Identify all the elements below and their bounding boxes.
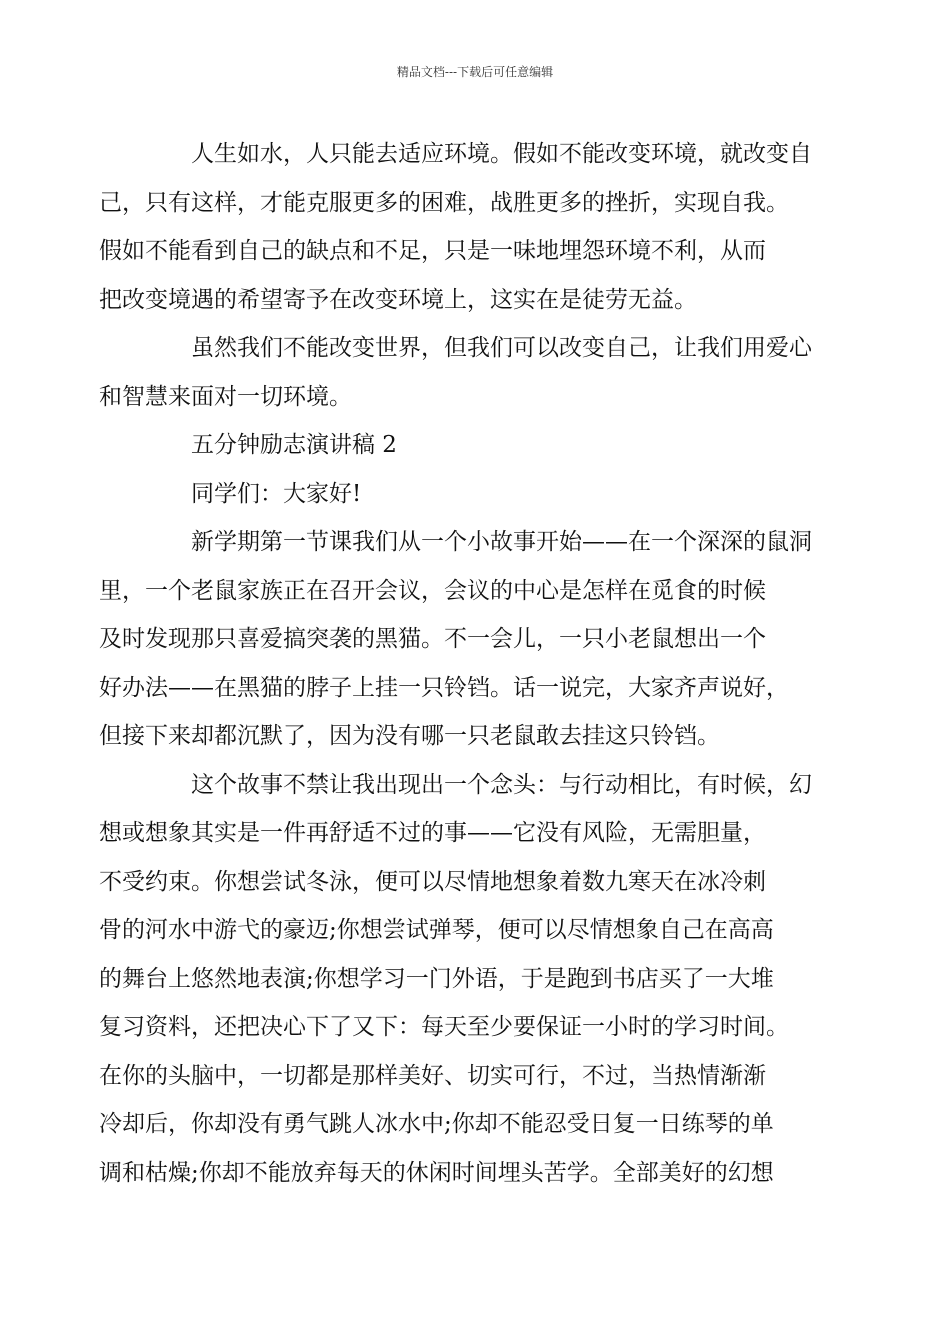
text-line: 新学期第一节课我们从一个小故事开始——在一个深深的鼠洞 [191,529,812,555]
paragraph [99,518,825,761]
text-line: 想或想象其实是一件再舒适不过的事——它没有风险，无需胆量， [99,820,766,846]
text-line: 虽然我们不能改变世界，但我们可以改变自己，让我们用爱心 [191,335,812,361]
text-line: 复习资料，还把决心下了又下：每天至少要保证一小时的学习时间。 [99,1014,789,1040]
text-line: 里，一个老鼠家族正在召开会议，会议的中心是怎样在觅食的时候 [99,577,766,604]
text-line: 但接下来却都沉默了，因为没有哪一只老鼠敢去挂这只铃铛。 [99,723,720,749]
text-line: 把改变境遇的希望寄予在改变环境上，这实在是徒劳无益。 [99,286,697,313]
text-line: 和智慧来面对一切环境。 [99,383,352,410]
text-line: 同学们：大家好! [191,480,362,507]
text-line: 在你的头脑中，一切都是那样美好、切实可行，不过，当热情渐渐 [99,1062,766,1089]
text-line: 冷却后，你却没有勇气跳人冰水中;你却不能忍受日复一日练琴的单 [99,1111,774,1137]
text-line: 好办法——在黑猫的脖子上挂一只铃铛。话一说完，大家齐声说好， [99,674,789,701]
page-header: 精品文档---下载后可任意编辑 [396,65,554,79]
text-line: 这个故事不禁让我出现出一个念头：与行动相比，有时候，幻 [191,771,812,798]
greeting [145,470,825,519]
document-body [99,130,825,1197]
section-title [145,421,825,470]
paragraph [99,761,825,1198]
text-line: 调和枯燥;你却不能放弃每天的休闲时间埋头苦学。全部美好的幻想 [99,1159,774,1186]
paragraph [99,324,825,421]
paragraph [99,130,825,324]
text-line: 的舞台上悠然地表演;你想学习一门外语，于是跑到书店买了一大堆 [99,965,774,992]
text-line: 骨的河水中游弋的豪迈;你想尝试弹琴，便可以尽情想象自己在高高 [99,917,774,943]
text-line: 及时发现那只喜爱搞突袭的黑猫。不一会儿，一只小老鼠想出一个 [99,626,766,652]
text-line: 五分钟励志演讲稿 2 [191,432,397,458]
text-line: 不受约束。你想尝试冬泳，便可以尽情地想象着数九寒天在冰冷刺 [99,868,766,895]
text-line: 己，只有这样，才能克服更多的困难，战胜更多的挫折，实现自我。 [99,189,789,216]
text-line: 人生如水，人只能去适应环境。假如不能改变环境，就改变自 [191,141,812,167]
text-line: 假如不能看到自己的缺点和不足，只是一味地埋怨环境不利，从而 [99,238,766,264]
